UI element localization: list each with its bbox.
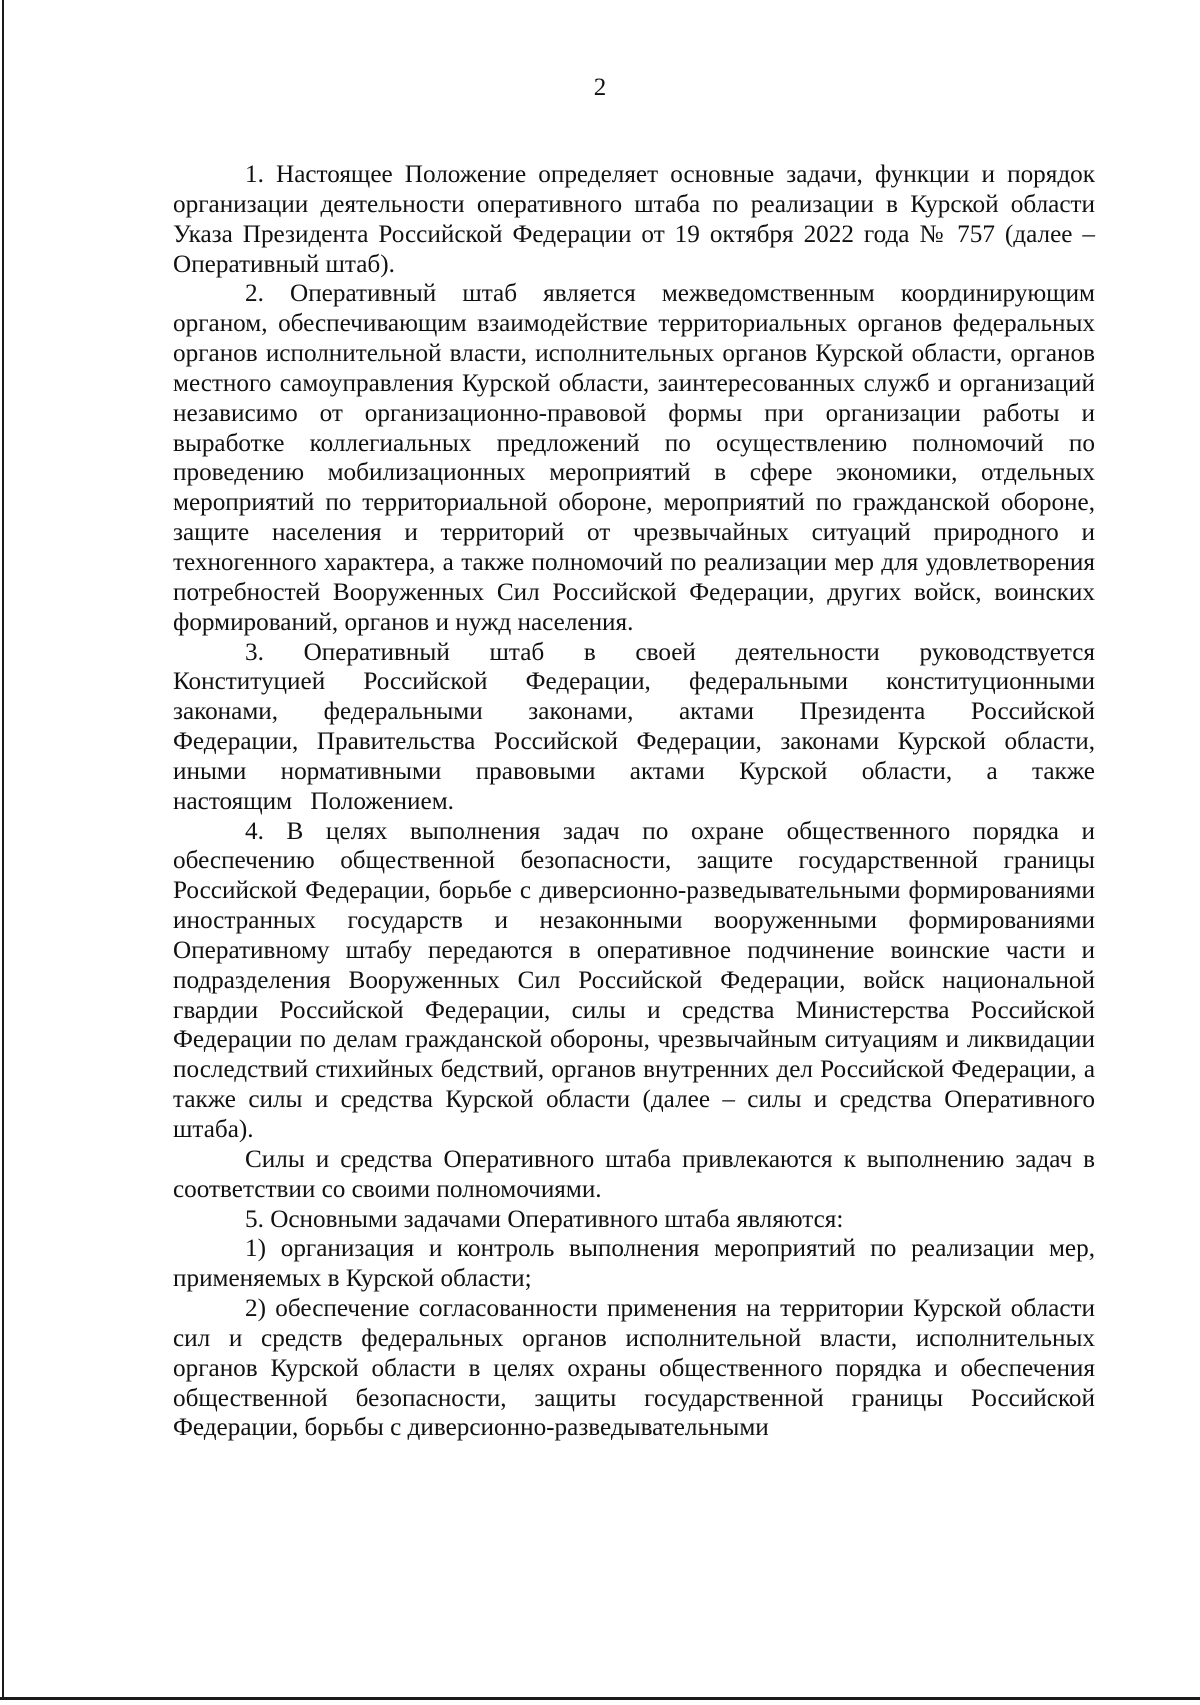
paragraph-5-item-1: 1) организация и контроль выполнения мероприятий по реализации мер, применяемых в Курской области;	[173, 1235, 1095, 1293]
scan-bottom-edge	[0, 1697, 1200, 1700]
scan-left-edge	[2, 0, 4, 1700]
paragraph-2: 2. Оперативный штаб является межведомственным координирующим органом, обеспечивающим взаимодействие территориальных органов федеральных органов исполнительной власти, исполнительных органов Курской области, органов местного самоуправления Курской области, заинтересованных служб и организаций независимо от организационно-правовой формы при организации работы и выработке коллегиальных предложений по осуществлению полномочий по проведению мобилизационных мероприятий в сфере экономики, отдельных мероприятий по территориальной обороне, мероприятий по гражданской обороне, защите населения и территорий от чрезвычайных ситуаций природного и техногенного характера, а также полномочий по реализации мер для удовлетворения потребностей Вооруженных Сил Российской Федерации, других войск, воинских формирований, органов и нужд населения.	[173, 280, 1095, 636]
paragraph-5: 5. Основными задачами Оперативного штаба являются:	[245, 1205, 844, 1233]
page-number: 2	[593, 74, 607, 101]
paragraph-4: 4. В целях выполнения задач по охране общественного порядка и обеспечению общественной безопасности, защите государственной границы Российской Федерации, борьбе с диверсионно-разведывательными формированиями иностранных государств и незаконными вооруженными формированиями Оперативному штабу передаются в оперативное подчинение воинские части и подразделения Вооруженных Сил Российской Федерации, войск национальной гвардии Российской Федерации, силы и средства Министерства Российской Федерации по делам гражданской обороны, чрезвычайным ситуациям и ликвидации последствий стихийных бедствий, органов внутренних дел Российской Федерации, а также силы и средства Курской области (далее – силы и средства Оперативного штаба).	[173, 817, 1095, 1143]
paragraph-3: 3. Оперативный штаб в своей деятельности руководствуется Конституцией Российской Федерации, федеральными конституционными законами, федеральными законами, актами Президента Российской Федерации, Правительства Российской Федерации, законами Курской области, иными нормативными правовыми актами Курской области, а также настоящим Положением.	[173, 638, 1095, 815]
paragraph-5-item-2: 2) обеспечение согласованности применения на территории Курской области сил и средств федеральных органов исполнительной власти, исполнительных органов Курской области в целях охраны общественного порядка и обеспечения общественной безопасности, защиты государственной границы Российской Федерации, борьбы с диверсионно-разведывательными	[173, 1295, 1095, 1442]
document-body	[173, 160, 1095, 1443]
paragraph-1: 1. Настоящее Положение определяет основные задачи, функции и порядок организации деятельности оперативного штаба по реализации в Курской области Указа Президента Российской Федерации от 19 октября 2022 года № 757 (далее – Оперативный штаб).	[173, 161, 1095, 278]
paragraph-4-continuation: Силы и средства Оперативного штаба привлекаются к выполнению задач в соответствии со своими полномочиями.	[173, 1145, 1095, 1203]
